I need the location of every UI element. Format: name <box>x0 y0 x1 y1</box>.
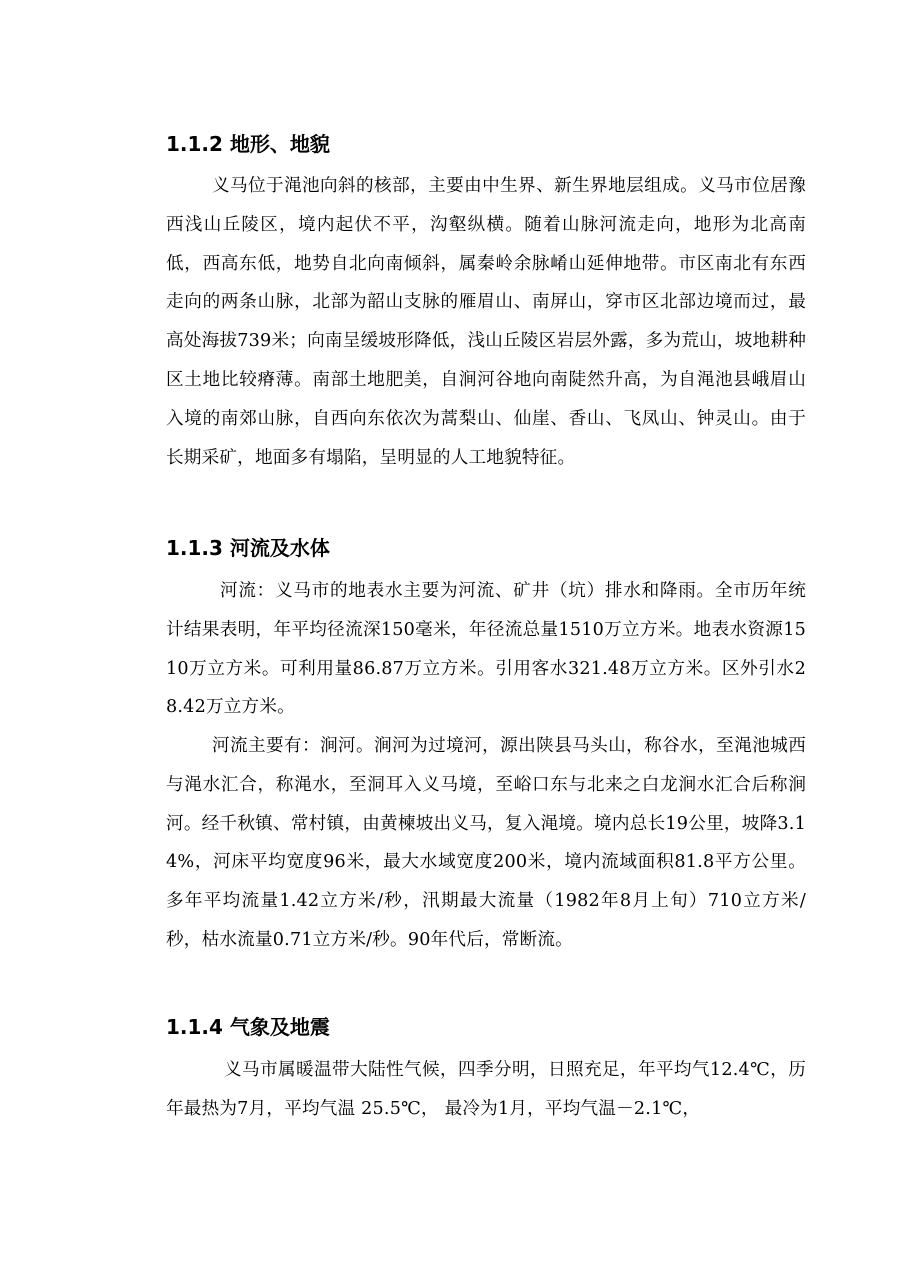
paragraph-rivers: 河流主要有：涧河。涧河为过境河，源出陕县马头山，称谷水，至渑池城西与渑水汇合，称渑水，至洞耳入义马境，至峪口东与北来之白龙涧水汇合后称涧河。经千秋镇、常村镇，由黄楝坡出义马，复入渑境。境内总长19公里，坡降3.14%，河床平均宽度96米，最大水域宽度200米，境内流域面积81.8平方公里。多年平均流量1.42立方米/秒，汛期最大流量（1982年8月上旬）710立方米/秒，枯水流量0.71立方米/秒。90年代后，常断流。 <box>166 736 806 950</box>
paragraph-climate: 义马市属暖温带大陆性气候，四季分明，日照充足，年平均气12.4℃，历年最热为7月，平均气温 25.5℃， 最冷为1月，平均气温－2.1℃， <box>166 1060 806 1119</box>
section-heading-1-1-4: 1.1.4 气象及地震 <box>166 1015 330 1039</box>
section-heading-1-1-3: 1.1.3 河流及水体 <box>166 536 330 560</box>
paragraph-terrain: 义马位于渑池向斜的核部，主要由中生界、新生界地层组成。义马市位居豫西浅山丘陵区，境内起伏不平，沟壑纵横。随着山脉河流走向，地形为北高南低，西高东低，地势自北向南倾斜，属秦岭余脉崤山延伸地带。市区南北有东西走向的两条山脉，北部为韶山支脉的雁眉山、南屏山，穿市区北部边境而过，最高处海拔739米；向南呈缓坡形降低，浅山丘陵区岩层外露，多为荒山，坡地耕种区土地比较瘠薄。南部土地肥美，自涧河谷地向南陡然升高，为自渑池县峨眉山入境的南郊山脉，自西向东依次为蒿梨山、仙崖、香山、飞凤山、钟灵山。由于长期采矿，地面多有塌陷，呈明显的人工地貌特征。 <box>166 176 806 468</box>
section-heading-1-1-2: 1.1.2 地形、地貌 <box>166 132 330 156</box>
paragraph-surface-water: 河流：义马市的地表水主要为河流、矿井（坑）排水和降雨。全市历年统计结果表明，年平均径流深150毫米，年径流总量1510万立方米。地表水资源1510万立方米。可利用量86.87万立方米。引用客水321.48万立方米。区外引水28.42万立方米。 <box>166 581 806 718</box>
